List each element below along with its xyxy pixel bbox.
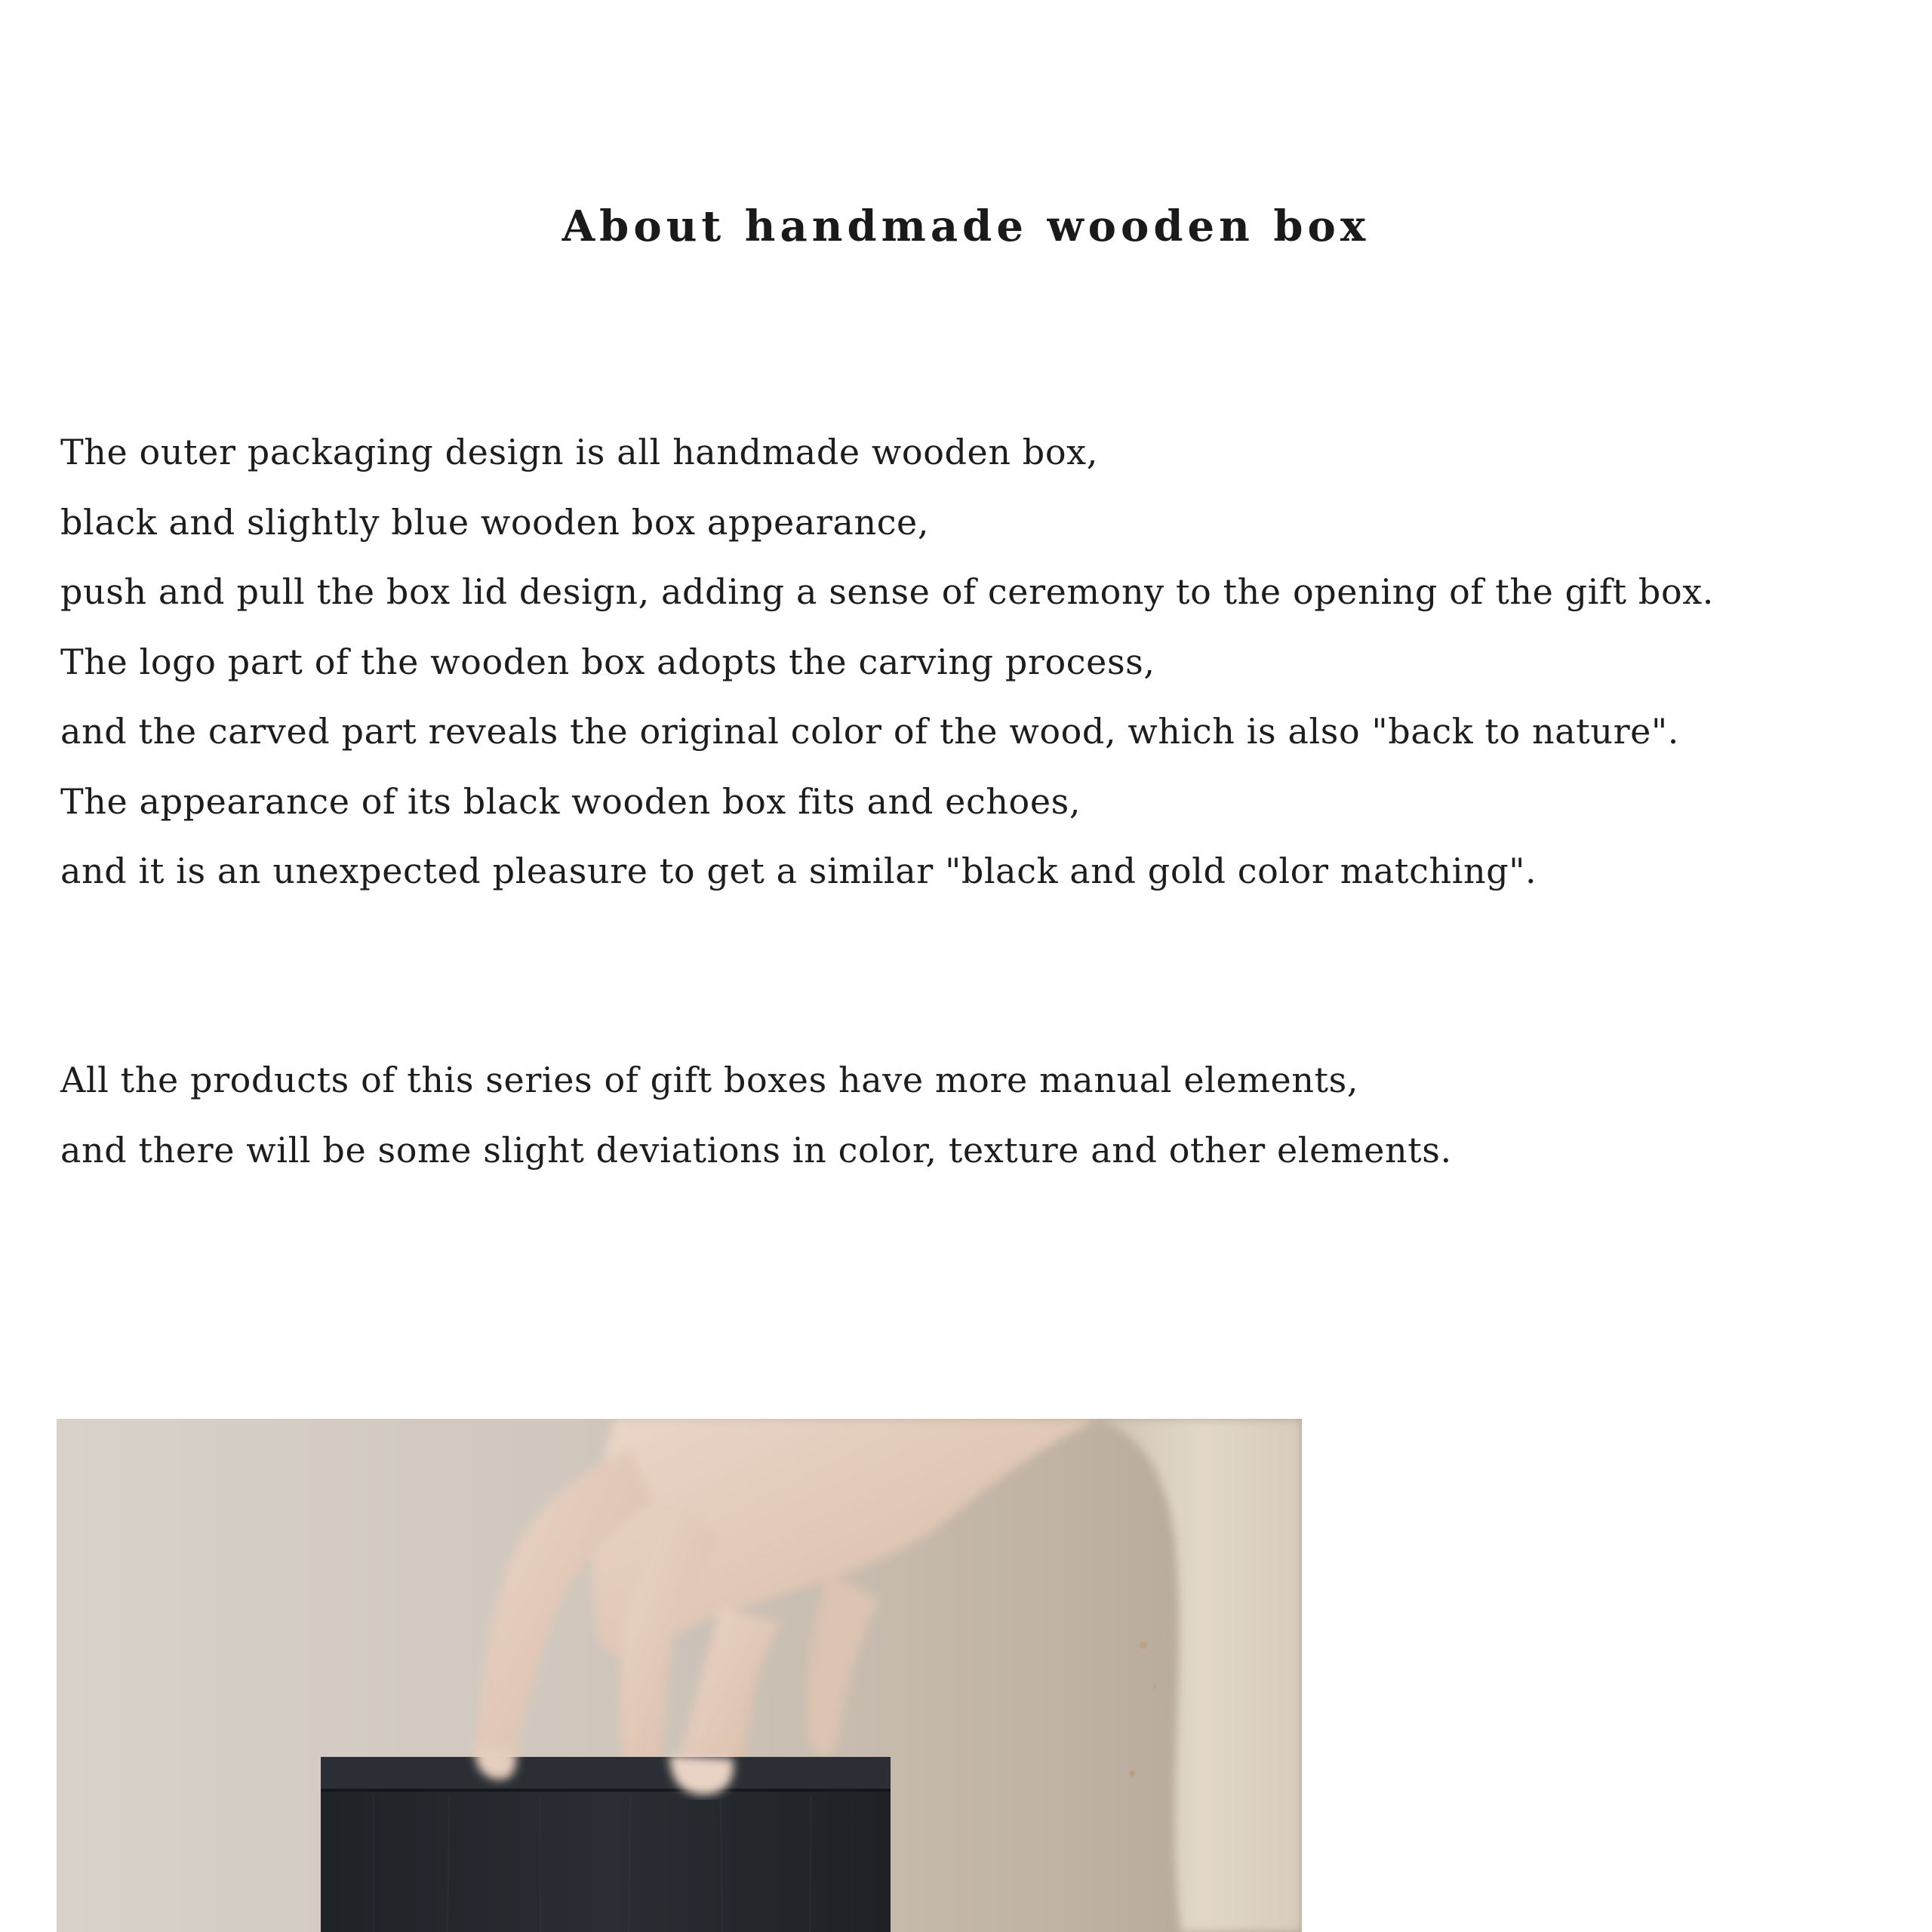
paragraph-line: The appearance of its black wooden box fits and echoes, [60,780,1081,822]
paragraph-line: All the products of this series of gift boxes have more manual elements, [60,1060,1359,1100]
paragraph-line: and there will be some slight deviations in color, texture and other elements. [60,1129,1452,1171]
intro-paragraph [60,417,1714,906]
wooden-box [321,1757,891,1932]
paragraph-line: and the carved part reveals the original color of the wood, which is also "back to nature". [60,711,1679,752]
product-photo [57,1419,1302,1932]
paragraph-line: The logo part of the wooden box adopts the carving process, [60,641,1155,682]
page-title: About handmade wooden box [561,202,1371,251]
paragraph-line: and it is an unexpected pleasure to get a similar "black and gold color matching". [60,851,1537,891]
note-paragraph [60,1045,1452,1185]
paragraph-line: push and pull the box lid design, adding a sense of ceremony to the opening of the gift box. [60,571,1715,612]
paragraph-line: black and slightly blue wooden box appearance, [60,501,930,543]
paragraph-line: The outer packaging design is all handmade wooden box, [60,432,1098,472]
